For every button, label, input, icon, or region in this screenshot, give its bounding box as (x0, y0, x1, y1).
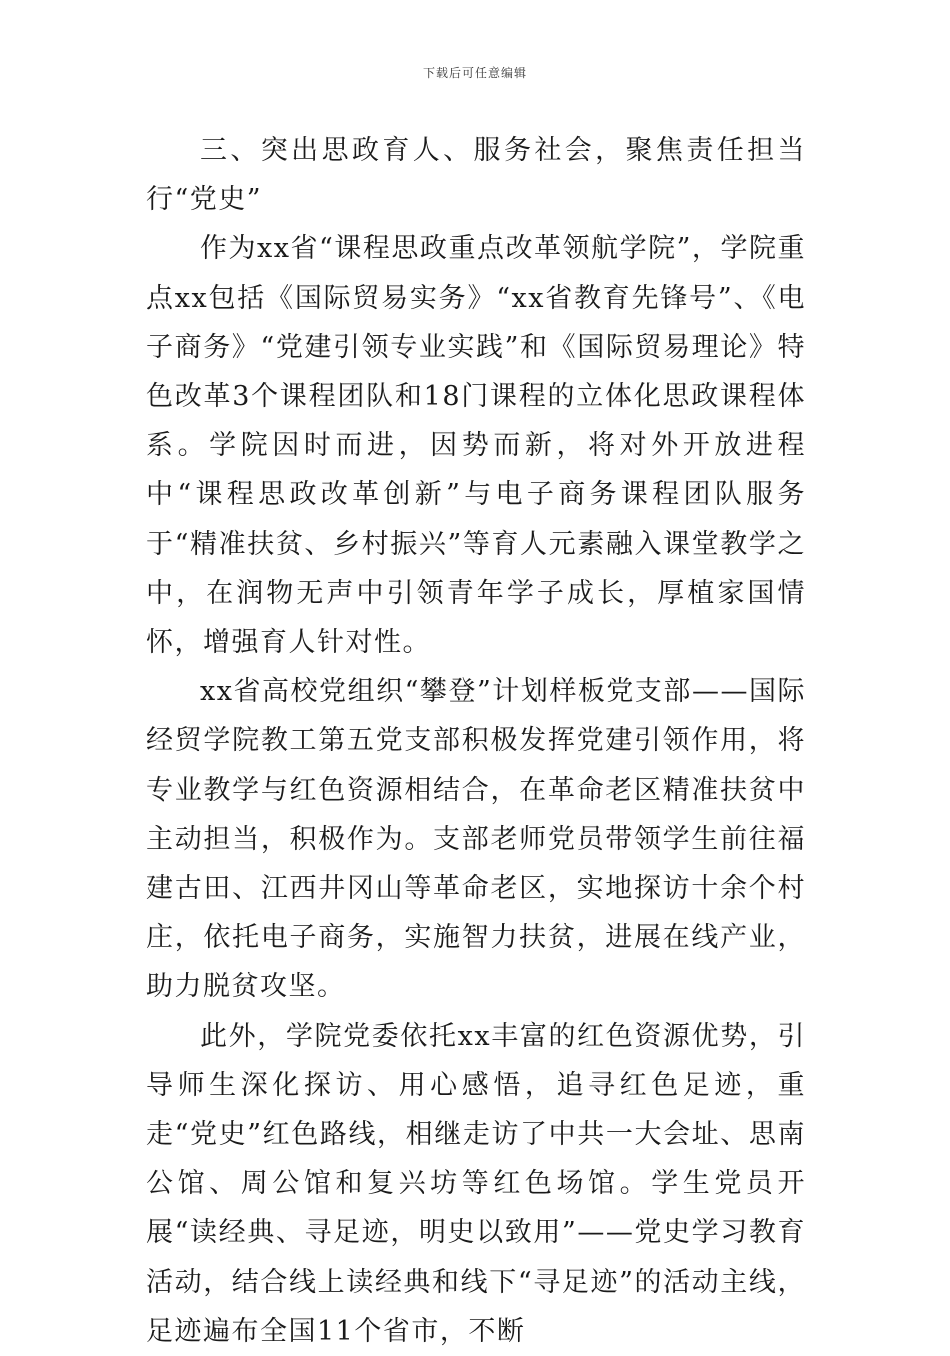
body-paragraph-2: xx省高校党组织“攀登”计划样板党支部——国际经贸学院教工第五党支部积极发挥党建引领作用，将专业教学与红色资源相结合，在革命老区精准扶贫中主动担当，积极作为。支部老师党员带领学生前往福建古田、江西井冈山等革命老区，实地探访十余个村庄，依托电子商务，实施智力扶贫，进展在线产业，助力脱贫攻坚。 (146, 676, 806, 1003)
page-header-note: 下载后可任意编辑 (422, 66, 527, 80)
document-body (146, 126, 806, 1356)
body-paragraph-3: 此外，学院党委依托xx丰富的红色资源优势，引导师生深化探访、用心感悟，追寻红色足迹，重走“党史”红色路线，相继走访了中共一大会址、思南公馆、周公馆和复兴坊等红色场馆。学生党员开展“读经典、寻足迹，明史以致用”——党史学习教育活动，结合线上读经典和线下“寻足迹”的活动主线，足迹遍布全国11个省市，不断 (146, 1020, 806, 1347)
section-heading: 三、突出思政育人、服务社会，聚焦责任担当行“党史” (146, 135, 806, 216)
body-paragraph-1: 作为xx省“课程思政重点改革领航学院”，学院重点xx包括《国际贸易实务》“xx省教育先锋号”、《电子商务》“党建引领专业实践”和《国际贸易理论》特色改革3个课程团队和18门课程的立体化思政课程体系。学院因时而进，因势而新，将对外开放进程中“课程思政改革创新”与电子商务课程团队服务于“精准扶贫、乡村振兴”等育人元素融入课堂教学之中，在润物无声中引领青年学子成长，厚植家国情怀，增强育人针对性。 (146, 233, 806, 659)
